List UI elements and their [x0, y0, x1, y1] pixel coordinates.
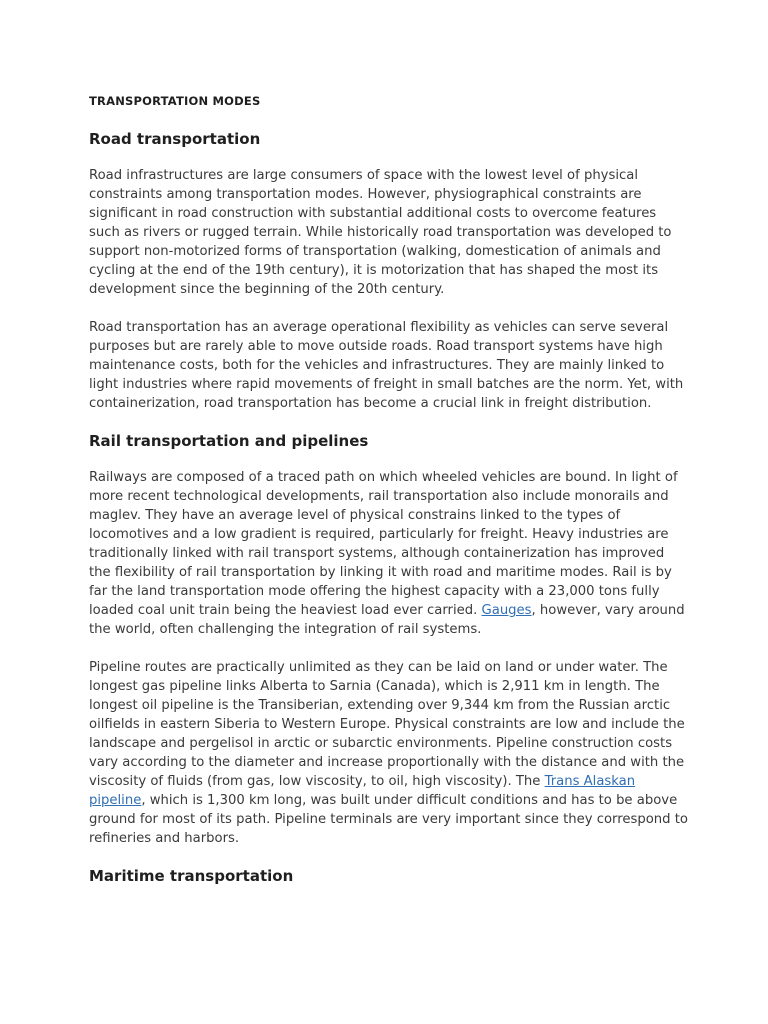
paragraph-road-2: Road transportation has an average operational flexibility as vehicles can serve several purposes but are rarely able to move outside roads. Road transport systems have high maintenance costs, both for the vehicles and infrastructures. They are mainly linked to light industries where rapid movements of freight in small batches are the norm. Yet, with containerization, road transportation has become a crucial link in freight distribution. — [89, 320, 684, 411]
section-heading-rail: Rail transportation and pipelines — [89, 432, 369, 450]
document-page — [89, 94, 689, 903]
trans-alaskan-pipeline-link[interactable]: Trans Alaskan pipeline — [89, 774, 636, 808]
document-title: TRANSPORTATION MODES — [89, 94, 261, 108]
section-rail-pipelines — [89, 432, 689, 848]
paragraph-road-1: Road infrastructures are large consumers of space with the lowest level of physical constraints among transportation modes. However, physiographical constraints are significant in road construction with substantial additional costs to overcome features such as rivers or rugged terrain. While historically road transportation was developed to support non-motorized forms of transportation (walking, domestication of animals and cycling at the end of the 19th century), it is motorization that has shaped the most its development since the beginning of the 20th century. — [89, 168, 672, 297]
paragraph-pipeline-2-text-b: , which is 1,300 km long, was built under difficult conditions and has to be above ground for most of its path. Pipeline terminals are very important since they correspond to refineries and harbors. — [89, 793, 688, 846]
section-heading-road: Road transportation — [89, 130, 261, 148]
section-maritime-transportation — [89, 867, 689, 885]
paragraph-pipeline-2-text-a: Pipeline routes are practically unlimited as they can be laid on land or under water. The longest gas pipeline links Alberta to Sarnia (Canada), which is 2,911 km in length. The longest oil pipeline is the Transiberian, extending over 9,344 km from the Russian arctic oilfields in eastern Siberia to Western Europe. Physical constraints are low and include the landscape and pergelisol in arctic or subarctic environments. Pipeline construction costs vary according to the diameter and increase proportionally with the distance and with the viscosity of fluids (from gas, low viscosity, to oil, high viscosity). The — [89, 660, 685, 789]
paragraph-rail-1-text-b: , however, vary around the world, often challenging the integration of rail systems. — [89, 603, 685, 637]
gauges-link[interactable]: Gauges — [481, 603, 532, 618]
section-road-transportation — [89, 130, 689, 413]
paragraph-rail-1-text-a: Railways are composed of a traced path on which wheeled vehicles are bound. In light of more recent technological developments, rail transportation also include monorails and maglev. They have an average level of physical constrains linked to the types of locomotives and a low gradient is required, particularly for freight. Heavy industries are traditionally linked with rail transport systems, although containerization has improved the flexibility of rail transportation by linking it with road and maritime modes. Rail is by far the land transportation mode offering the highest capacity with a 23,000 tons fully loaded coal unit train being the heaviest load ever carried. — [89, 470, 678, 618]
section-heading-maritime: Maritime transportation — [89, 867, 294, 885]
paragraph-rail-1 — [89, 468, 689, 639]
paragraph-pipeline-2 — [89, 658, 689, 848]
